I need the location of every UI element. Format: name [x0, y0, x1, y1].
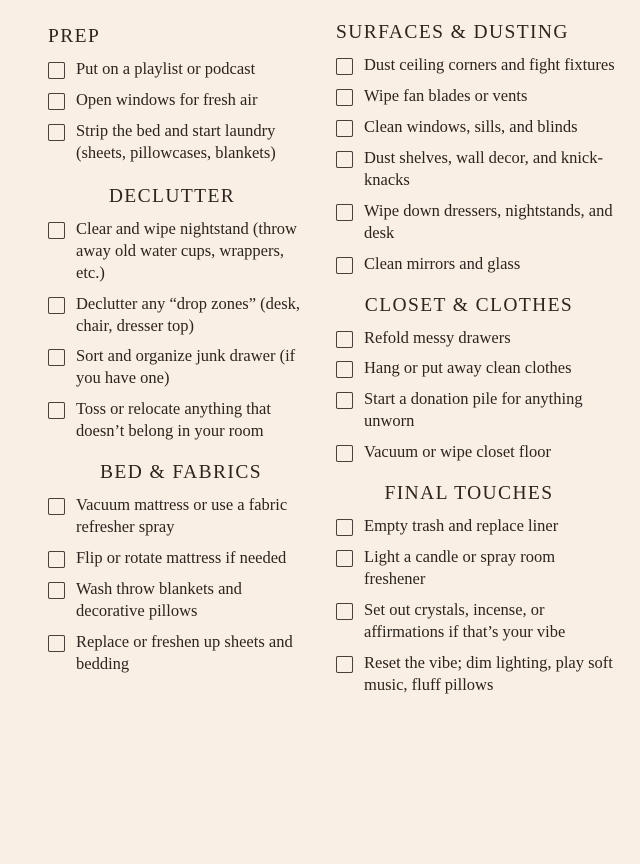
section-title-bed-fabrics: BED & FABRICS: [100, 462, 262, 484]
section-declutter: [48, 186, 314, 442]
checkbox-icon[interactable]: [336, 89, 353, 106]
checklist-closet-clothes: [336, 327, 620, 464]
list-item-label: Light a candle or spray room freshener: [364, 547, 556, 589]
list-item[interactable]: [336, 147, 620, 191]
checkbox-icon[interactable]: [336, 257, 353, 274]
left-column: [14, 22, 320, 854]
section-closet-clothes: [336, 295, 620, 464]
list-item-label: Set out crystals, incense, or affirmations if that’s your vibe: [364, 600, 566, 641]
list-item-label: Hang or put away clean clothes: [364, 358, 572, 378]
list-item-label: Flip or rotate mattress if needed: [76, 548, 287, 568]
section-surfaces-dusting: [336, 22, 620, 275]
list-item[interactable]: [336, 515, 620, 537]
list-item[interactable]: [48, 89, 314, 111]
checkbox-icon[interactable]: [48, 582, 65, 599]
checkbox-icon[interactable]: [336, 603, 353, 620]
checkbox-icon[interactable]: [336, 331, 353, 348]
list-item[interactable]: [336, 116, 620, 138]
list-item-label: Dust ceiling corners and fight fixtures: [364, 55, 615, 74]
list-item-label: Vacuum or wipe closet floor: [364, 442, 551, 462]
list-item-label: Sort and organize junk drawer (if you have one): [76, 346, 296, 388]
list-item[interactable]: [336, 327, 620, 349]
list-item-label: Wipe down dressers, nightstands, and desk: [364, 200, 613, 242]
list-item-label: Clear and wipe nightstand (throw away old water cups, wrappers, etc.): [76, 218, 297, 282]
checklist-prep: [48, 58, 314, 164]
list-item-label: Strip the bed and start laundry (sheets, pillowcases, blankets): [76, 120, 276, 162]
checkbox-icon[interactable]: [48, 498, 65, 515]
checkbox-icon[interactable]: [336, 656, 353, 673]
checkbox-icon[interactable]: [48, 124, 65, 141]
list-item-label: Declutter any “drop zones” (desk, chair, dresser top): [76, 293, 301, 335]
right-column: [320, 22, 626, 854]
checkbox-icon[interactable]: [336, 445, 353, 462]
list-item[interactable]: [48, 58, 314, 80]
list-item-label: Refold messy drawers: [364, 327, 511, 347]
section-title-closet-clothes: CLOSET & CLOTHES: [364, 294, 574, 316]
list-item[interactable]: [48, 578, 314, 622]
list-item-label: Wipe fan blades or vents: [364, 85, 528, 105]
list-item-label: Wash throw blankets and decorative pillows: [76, 579, 242, 620]
checkbox-icon[interactable]: [336, 361, 353, 378]
list-item[interactable]: [336, 388, 620, 432]
list-item[interactable]: [336, 253, 620, 275]
section-final-touches: [336, 483, 620, 696]
list-item[interactable]: [336, 599, 620, 643]
list-item[interactable]: [48, 631, 314, 675]
list-item-label: Put on a playlist or podcast: [76, 59, 256, 78]
checkbox-icon[interactable]: [48, 62, 65, 79]
list-item-label: Vacuum mattress or use a fabric refresher spray: [76, 495, 288, 537]
checklist-declutter: [48, 218, 314, 442]
checkbox-icon[interactable]: [336, 120, 353, 137]
list-item-label: Replace or freshen up sheets and bedding: [76, 631, 293, 673]
checkbox-icon[interactable]: [336, 58, 353, 75]
list-item[interactable]: [336, 652, 620, 696]
list-item-label: Reset the vibe; dim lighting, play soft music, fluff pillows: [364, 652, 613, 694]
section-title-prep: PREP: [48, 26, 101, 47]
list-item-label: Clean mirrors and glass: [364, 253, 521, 273]
section-title-surfaces-dusting: SURFACES & DUSTING: [336, 22, 569, 43]
list-item[interactable]: [48, 120, 314, 164]
list-item[interactable]: [48, 398, 314, 442]
list-item[interactable]: [48, 547, 314, 569]
checklist-bed-fabrics: [48, 494, 314, 675]
checkbox-icon[interactable]: [48, 93, 65, 110]
checkbox-icon[interactable]: [336, 550, 353, 567]
list-item-label: Toss or relocate anything that doesn’t belong in your room: [76, 399, 271, 441]
list-item[interactable]: [48, 494, 314, 538]
list-item[interactable]: [48, 293, 314, 337]
checkbox-icon[interactable]: [48, 222, 65, 239]
checkbox-icon[interactable]: [48, 551, 65, 568]
checkbox-icon[interactable]: [48, 402, 65, 419]
checkbox-icon[interactable]: [336, 151, 353, 168]
checklist-surfaces-dusting: [336, 54, 620, 275]
list-item[interactable]: [48, 345, 314, 389]
list-item[interactable]: [336, 441, 620, 463]
checklist-final-touches: [336, 515, 620, 696]
list-item[interactable]: [48, 218, 314, 284]
list-item-label: Start a donation pile for anything unworn: [364, 389, 583, 431]
list-item-label: Clean windows, sills, and blinds: [364, 116, 578, 136]
list-item[interactable]: [336, 54, 620, 76]
checkbox-icon[interactable]: [48, 349, 65, 366]
section-bed-fabrics: [48, 462, 314, 675]
list-item[interactable]: [336, 85, 620, 107]
checkbox-icon[interactable]: [336, 519, 353, 536]
list-item[interactable]: [336, 200, 620, 244]
list-item[interactable]: [336, 357, 620, 379]
list-item[interactable]: [336, 546, 620, 590]
section-prep: [48, 26, 314, 164]
checkbox-icon[interactable]: [48, 297, 65, 314]
section-title-final-touches: FINAL TOUCHES: [384, 483, 554, 505]
list-item-label: Dust shelves, wall decor, and knick-knacks: [364, 147, 603, 189]
checkbox-icon[interactable]: [336, 392, 353, 409]
checkbox-icon[interactable]: [336, 204, 353, 221]
list-item-label: Open windows for fresh air: [76, 89, 258, 109]
checkbox-icon[interactable]: [48, 635, 65, 652]
list-item-label: Empty trash and replace liner: [364, 516, 559, 536]
section-title-declutter: DECLUTTER: [108, 185, 236, 207]
